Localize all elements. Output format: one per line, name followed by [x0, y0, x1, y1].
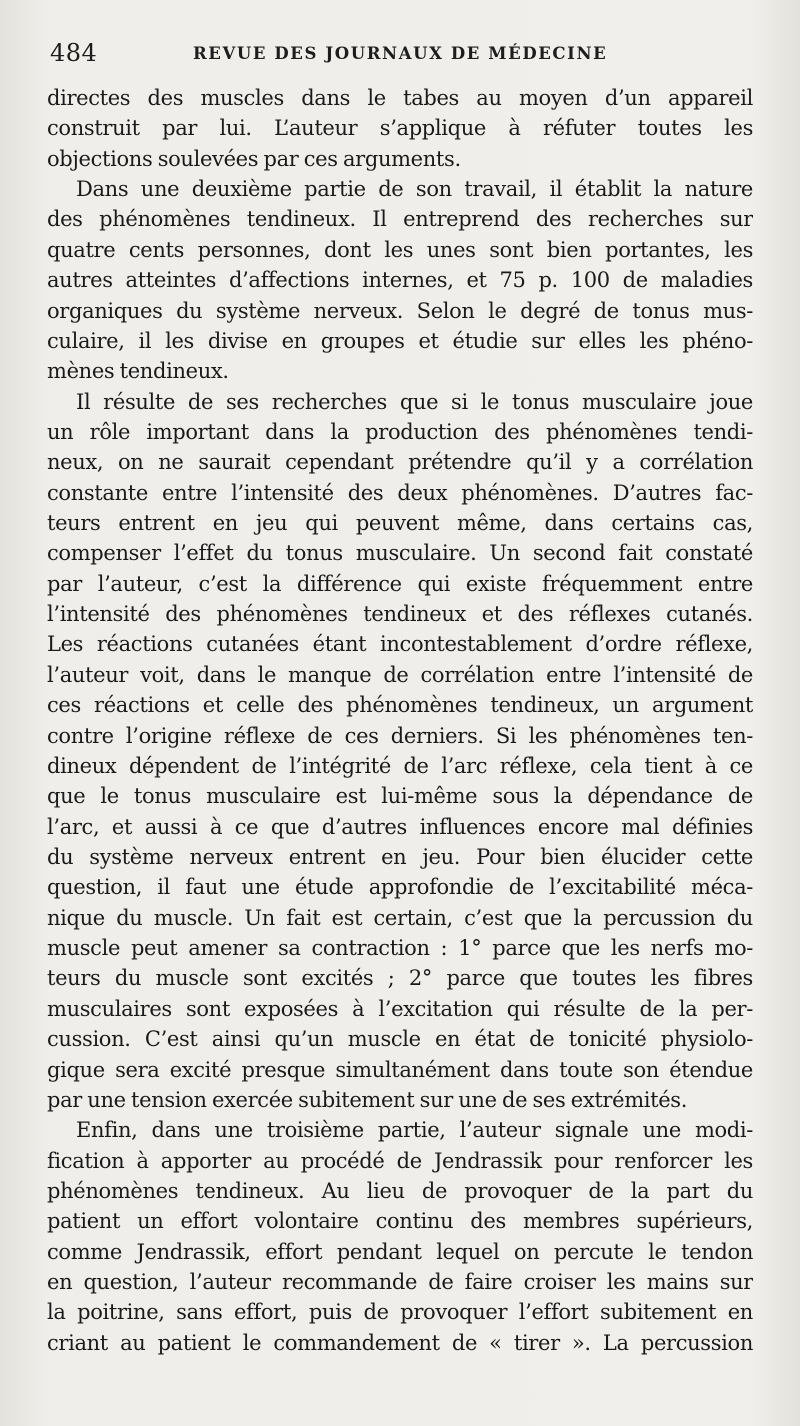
text-line: autres atteintes d’affections internes, et 75 p. 100 de maladies [47, 268, 753, 293]
text-line: que le tonus musculaire est lui-même sous la dépendance de [47, 784, 753, 809]
text-line: objections soulevées par ces arguments. [47, 146, 461, 171]
text-line: comme Jendrassik, effort pendant lequel on percute le tendon [47, 1239, 753, 1264]
text-line: un rôle important dans la production des phénomènes tendi- [47, 419, 753, 444]
text-line: gique sera excité presque simultanément dans toute son étendue [47, 1057, 753, 1082]
text-line: la poitrine, sans effort, puis de provoquer l’effort subitement en [47, 1300, 753, 1325]
text-line: par l’auteur, c’est la différence qui existe fréquemment entre [47, 571, 753, 596]
text-line: patient un effort volontaire continu des membres supérieurs, [47, 1209, 753, 1234]
text-line: des phénomènes tendineux. Il entreprend des recherches sur [47, 207, 753, 232]
text-line: question, il faut une étude approfondie de l’excitabilité méca- [47, 875, 753, 900]
text-line: Enfin, dans une troisième partie, l’auteur signale une modi- [76, 1118, 753, 1143]
text-line: ces réactions et celle des phénomènes tendineux, un argument [47, 693, 753, 718]
body-text [47, 83, 753, 1358]
text-line: culaire, il les divise en groupes et étudie sur elles les phéno- [47, 328, 753, 353]
text-line: phénomènes tendineux. Au lieu de provoquer de la part du [47, 1178, 753, 1203]
text-line: neux, on ne saurait cependant prétendre qu’il y a corrélation [47, 450, 753, 475]
text-line: Les réactions cutanées étant incontestablement d’ordre réflexe, [47, 632, 753, 657]
text-line: du système nerveux entrent en jeu. Pour bien élucider cette [47, 844, 753, 869]
text-line: teurs entrent en jeu qui peuvent même, dans certains cas, [47, 511, 753, 536]
text-line: l’arc, et aussi à ce que d’autres influences encore mal définies [47, 814, 753, 839]
page-number: 484 [50, 39, 98, 67]
text-line: construit par lui. L’auteur s’applique à réfuter toutes les [47, 116, 753, 141]
text-line: en question, l’auteur recommande de faire croiser les mains sur [47, 1270, 753, 1295]
running-title: REVUE DES JOURNAUX DE MÉDECINE [193, 44, 608, 63]
text-line: par une tension exercée subitement sur une de ses extrémités. [47, 1087, 688, 1112]
text-line: l’auteur voit, dans le manque de corrélation entre l’intensité de [47, 662, 753, 687]
text-line: compenser l’effet du tonus musculaire. Un second fait constaté [47, 541, 753, 566]
text-line: l’intensité des phénomènes tendineux et des réflexes cutanés. [47, 602, 753, 627]
text-line: mènes tendineux. [47, 359, 229, 384]
text-line: dineux dépendent de l’intégrité de l’arc réflexe, cela tient à ce [47, 753, 753, 778]
text-line: musculaires sont exposées à l’excitation qui résulte de la per- [47, 996, 753, 1021]
text-line: nique du muscle. Un fait est certain, c’est que la percussion du [47, 905, 753, 930]
text-line: quatre cents personnes, dont les unes sont bien portantes, les [47, 237, 753, 262]
text-line: constante entre l’intensité des deux phénomènes. D’autres fac- [47, 480, 753, 505]
text-line: criant au patient le commandement de « tirer ». La percussion [47, 1330, 753, 1355]
text-line: contre l’origine réflexe de ces derniers. Si les phénomènes ten- [47, 723, 753, 748]
text-line: Il résulte de ses recherches que si le tonus musculaire joue [76, 389, 753, 414]
text-line: directes des muscles dans le tabes au moyen d’un appareil [47, 86, 753, 110]
page-header [50, 36, 750, 70]
text-line: teurs du muscle sont excités ; 2° parce que toutes les fibres [47, 966, 753, 991]
text-line: fication à apporter au procédé de Jendrassik pour renforcer les [47, 1148, 753, 1173]
text-line: muscle peut amener sa contraction : 1° parce que les nerfs mo- [47, 936, 753, 961]
text-line: organiques du système nerveux. Selon le degré de tonus mus- [47, 298, 753, 323]
text-line: cussion. C’est ainsi qu’un muscle en état de tonicité physiolo- [47, 1027, 753, 1052]
text-line: Dans une deuxième partie de son travail, il établit la nature [76, 177, 753, 202]
